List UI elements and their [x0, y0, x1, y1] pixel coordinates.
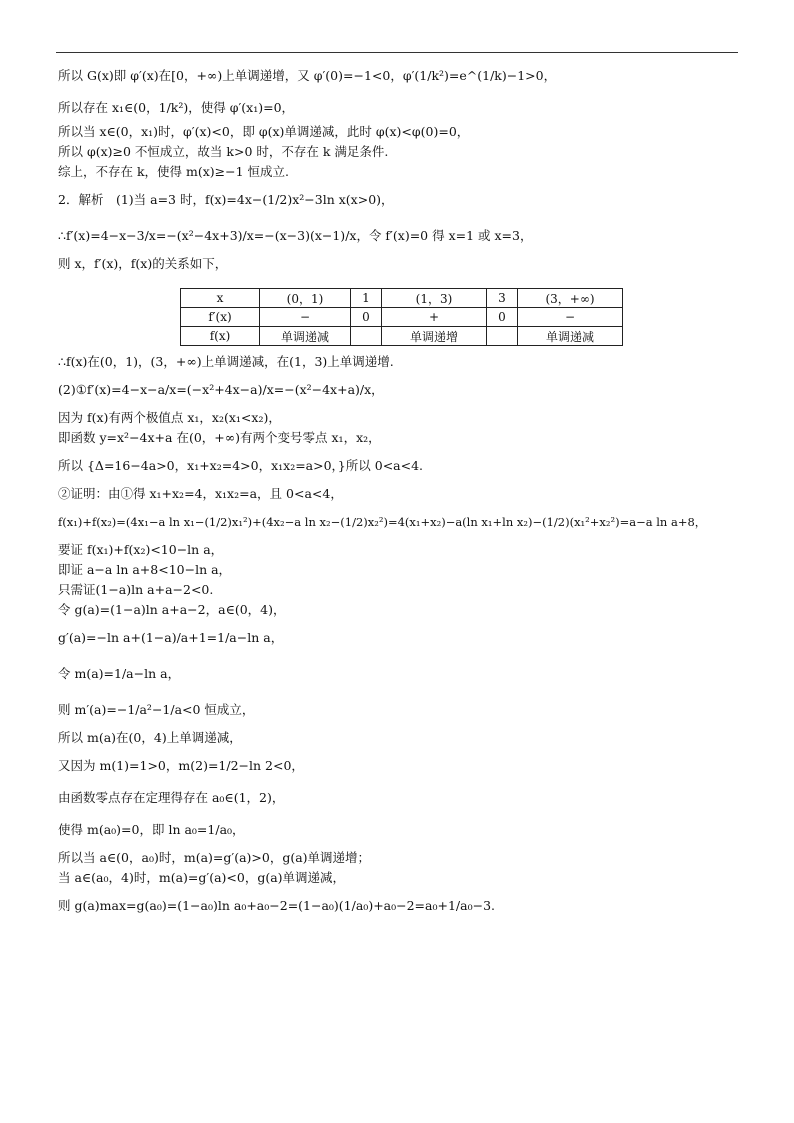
table-cell: (0，1): [260, 289, 351, 308]
text-line: 又因为 m(1)=1>0，m(2)=1/2−ln 2<0，: [58, 758, 304, 773]
table-cell: 0: [351, 308, 382, 327]
text-line: 即函数 y=x²−4x+a 在(0，+∞)有两个变号零点 x₁，x₂，: [58, 430, 381, 445]
table-row: [181, 289, 623, 308]
table-cell: x: [181, 289, 260, 308]
text-line: 所以 φ(x)≥0 不恒成立，故当 k>0 时，不存在 k 满足条件.: [58, 144, 389, 159]
text-line: 则 g(a)max=g(a₀)=(1−a₀)ln a₀+a₀−2=(1−a₀)(1/a₀)+a₀−2=a₀+1/a₀−3.: [58, 898, 495, 913]
table-cell: 单调递减: [518, 327, 623, 346]
text-line: ②证明：由①得 x₁+x₂=4，x₁x₂=a，且 0<a<4，: [58, 486, 343, 501]
table-cell: (1，3): [382, 289, 487, 308]
table-cell: f(x): [181, 327, 260, 346]
table-cell: [351, 327, 382, 346]
text-line: 所以当 a∈(0，a₀)时，m(a)=g′(a)>0，g(a)单调递增；: [58, 850, 371, 865]
text-line: 所以 G(x)即 φ′(x)在[0，+∞)上单调递增，又 φ′(0)=−1<0，φ′(1/k²)=e^(1/k)−1>0，: [58, 68, 557, 83]
variation-table: [180, 288, 623, 346]
table-row: [181, 308, 623, 327]
text-line: 所以 {Δ=16−4a>0，x₁+x₂=4>0，x₁x₂=a>0，}所以 0<a<4.: [58, 458, 424, 473]
table-cell: −: [260, 308, 351, 327]
text-line: 使得 m(a₀)=0，即 ln a₀=1/a₀，: [58, 822, 245, 837]
text-line: 则 m′(a)=−1/a²−1/a<0 恒成立，: [58, 702, 255, 717]
document-body: [58, 58, 748, 924]
table-cell: 单调递减: [260, 327, 351, 346]
text-line: 即证 a−a ln a+8<10−ln a，: [58, 562, 232, 577]
table-row: [181, 327, 623, 346]
text-line: ∴f′(x)=4−x−3/x=−(x²−4x+3)/x=−(x−3)(x−1)/x，令 f′(x)=0 得 x=1 或 x=3，: [58, 228, 533, 243]
text-line: 则 x，f′(x)，f(x)的关系如下，: [58, 256, 228, 271]
text-line: g′(a)=−ln a+(1−a)/a+1=1/a−ln a，: [58, 630, 284, 645]
text-line: ∴f(x)在(0，1)，(3，+∞)上单调递减，在(1，3)上单调递增.: [58, 354, 394, 369]
table-cell: +: [382, 308, 487, 327]
text-line: (2)①f′(x)=4−x−a/x=(−x²+4x−a)/x=−(x²−4x+a)/x，: [58, 382, 384, 397]
table-cell: f′(x): [181, 308, 260, 327]
table-cell: 单调递增: [382, 327, 487, 346]
text-line: 2．解析 (1)当 a=3 时，f(x)=4x−(1/2)x²−3ln x(x>0)，: [58, 192, 394, 207]
text-line: 由函数零点存在定理得存在 a₀∈(1，2)，: [58, 790, 285, 805]
header-rule: [56, 52, 738, 53]
table-cell: 3: [487, 289, 518, 308]
text-line: 所以存在 x₁∈(0，1/k²)，使得 φ′(x₁)=0，: [58, 100, 295, 115]
text-line: f(x₁)+f(x₂)=(4x₁−a ln x₁−(1/2)x₁²)+(4x₂−a ln x₂−(1/2)x₂²)=4(x₁+x₂)−a(ln x₁+ln x₂)−(1/2)(x₁²+x₂²)=a−a ln a+8，: [58, 515, 707, 529]
text-line: 要证 f(x₁)+f(x₂)<10−ln a，: [58, 542, 224, 557]
table-cell: −: [518, 308, 623, 327]
table-cell: (3，+∞): [518, 289, 623, 308]
table-cell: 1: [351, 289, 382, 308]
table-cell: [487, 327, 518, 346]
text-line: 令 g(a)=(1−a)ln a+a−2，a∈(0，4)，: [58, 602, 286, 617]
text-line: 只需证(1−a)ln a+a−2<0.: [58, 582, 214, 597]
text-line: 所以当 x∈(0，x₁)时，φ′(x)<0，即 φ(x)单调递减，此时 φ(x)<φ(0)=0，: [58, 124, 470, 139]
text-line: 因为 f(x)有两个极值点 x₁，x₂(x₁<x₂)，: [58, 410, 281, 425]
text-line: 所以 m(a)在(0，4)上单调递减，: [58, 730, 242, 745]
text-line: 当 a∈(a₀，4)时，m(a)=g′(a)<0，g(a)单调递减，: [58, 870, 346, 885]
table-cell: 0: [487, 308, 518, 327]
text-line: 令 m(a)=1/a−ln a，: [58, 666, 181, 681]
text-line: 综上，不存在 k，使得 m(x)≥−1 恒成立.: [58, 164, 290, 179]
